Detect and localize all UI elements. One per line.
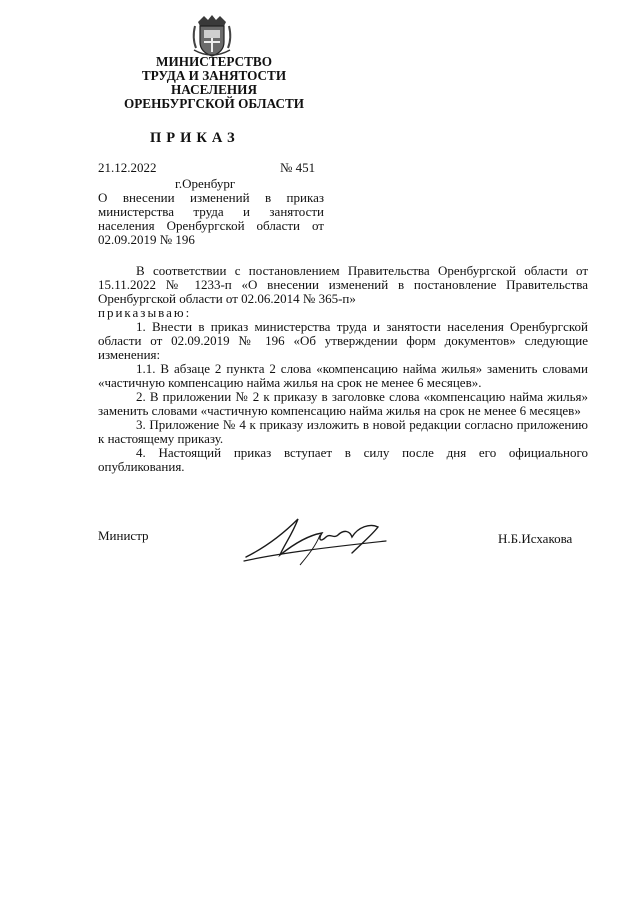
document-date: 21.12.2022 — [98, 160, 157, 175]
intro-paragraph: В соответствии с постановлением Правительства Оренбургской области от 15.11.2022 № 1233-п «О внесении изменений в постановление Правительства Оренбургской области от 02.06.2014 № 365-п» — [98, 263, 588, 306]
order-word: приказываю: — [98, 305, 192, 320]
signer-position: Министр — [98, 528, 149, 543]
document-subject: О внесении изменений в приказ министерства труда и занятости населения Оренбургской области от 02.09.2019 № 196 — [98, 190, 324, 247]
handwritten-signature — [240, 505, 390, 575]
coat-of-arms-emblem — [190, 12, 234, 58]
document-city: г.Оренбург — [175, 176, 236, 191]
document-body — [98, 264, 588, 474]
item-paragraph: 2. В приложении № 2 к приказу в заголовке слова «компенсацию найма жилья» заменить словами «частичную компенсацию найма жилья на срок не менее 6 месяцев» — [98, 389, 588, 418]
signer-name: Н.Б.Исхакова — [498, 531, 573, 546]
item-paragraph: 1. Внести в приказ министерства труда и занятости населения Оренбургской области от 02.09.2019 № 196 «Об утверждении форм документов» следующие изменения: — [98, 319, 588, 362]
item-paragraph: 4. Настоящий приказ вступает в силу после дня его официального опубликования. — [98, 445, 588, 474]
ministry-name: МИНИСТЕРСТВО ТРУДА И ЗАНЯТОСТИ НАСЕЛЕНИЯ ОРЕНБУРГСКОЙ ОБЛАСТИ — [123, 54, 305, 111]
item-paragraph: 3. Приложение № 4 к приказу изложить в новой редакции согласно приложению к настоящему приказу. — [98, 417, 588, 446]
document-type-title: ПРИКАЗ — [150, 130, 240, 146]
document-number: № 451 — [280, 160, 316, 175]
item-paragraph: 1.1. В абзаце 2 пункта 2 слова «компенсацию найма жилья» заменить словами «частичную компенсацию найма жилья на срок не менее 6 месяцев». — [98, 361, 588, 390]
